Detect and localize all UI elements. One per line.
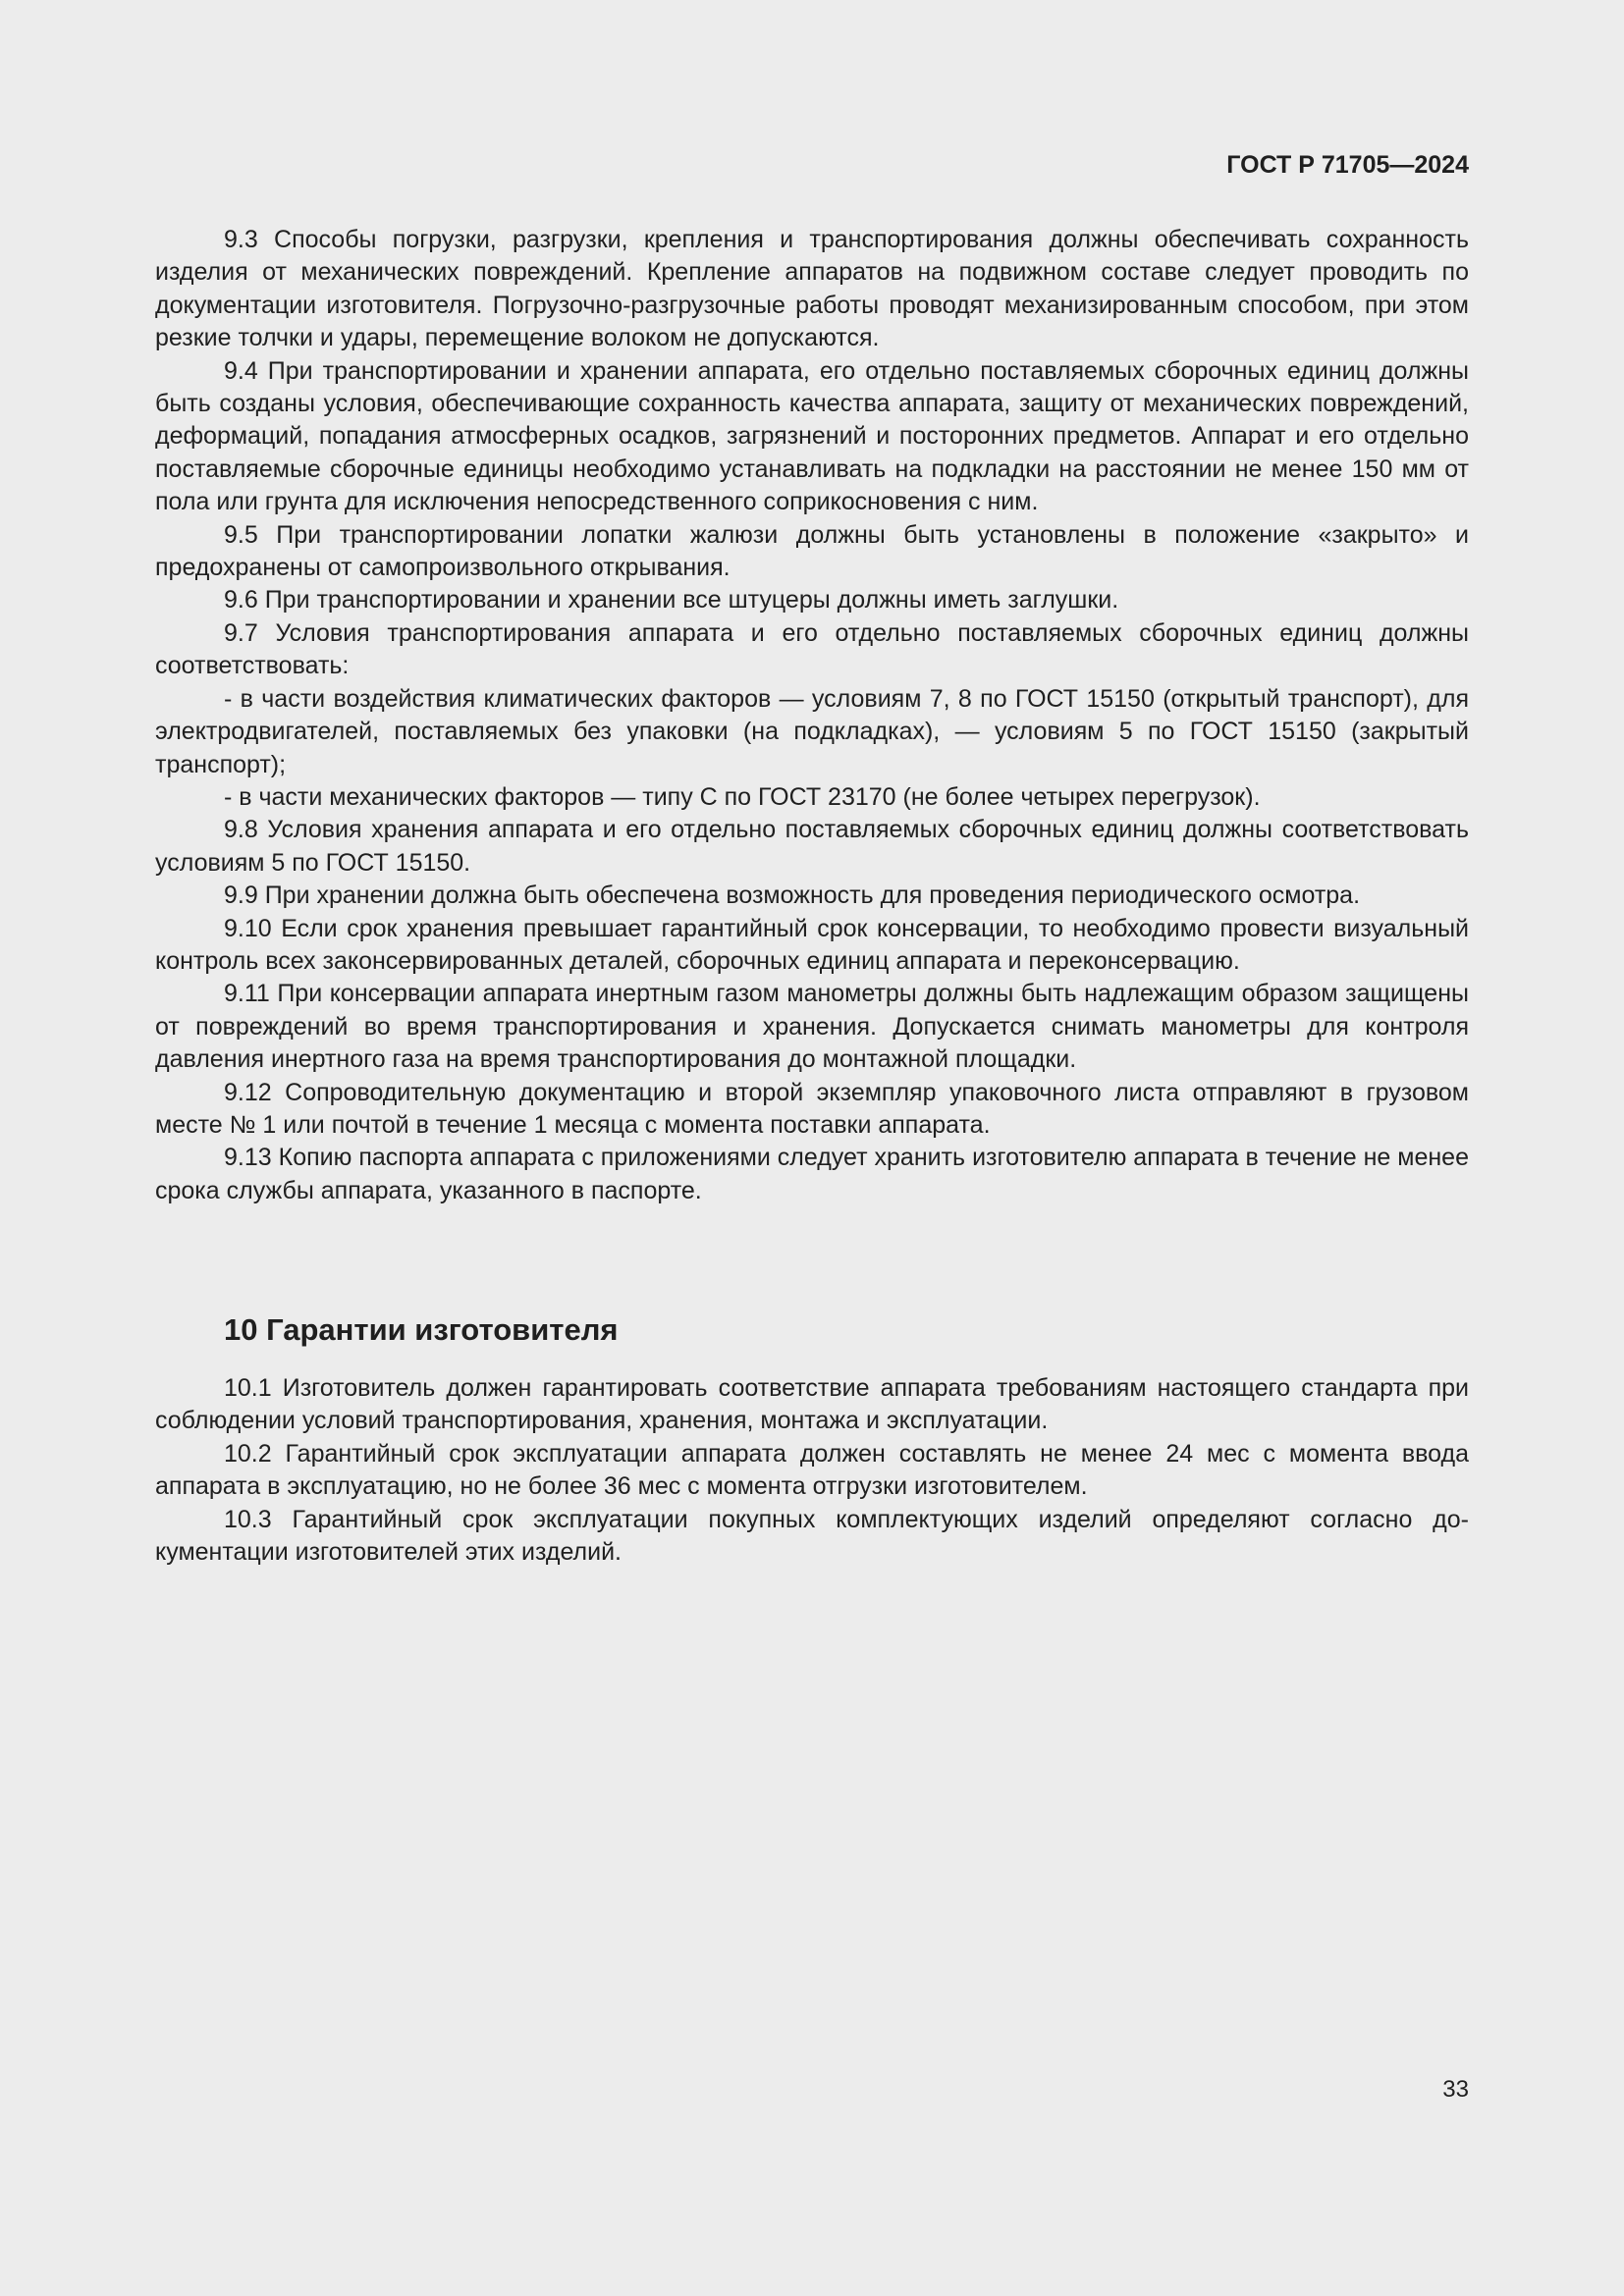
list-item-mechanical: - в части механических факторов — типу С по ГОСТ 23170 (не более четырех перегрузок). <box>224 782 1261 811</box>
paragraph-9-8: 9.8 Условия хранения аппарата и его отдельно поставляемых сборочных единиц должны соответствовать условиям 5 по ГОСТ 15150. <box>155 816 1469 877</box>
section-10-body <box>155 1372 1469 1569</box>
paragraph-10-2: 10.2 Гарантийный срок эксплуатации аппарата должен составлять не менее 24 мес с момента ввода аппарата в эксплуатацию, но не более 36 мес с момента отгрузки изготовителем. <box>155 1439 1469 1501</box>
paragraph-9-12: 9.12 Сопроводительную документацию и второй экземпляр упаковочного листа отправляют в грузовом месте № 1 или почтой в течение 1 месяца с момента поставки аппарата. <box>155 1078 1469 1139</box>
paragraph-9-13: 9.13 Копию паспорта аппарата с приложениями следует хранить изготовителю аппарата в течение не менее срока службы аппарата, указанного в паспорте. <box>155 1144 1469 1204</box>
paragraph-10-3: 10.3 Гарантийный срок эксплуатации покупных комплектующих изделий определяют согласно документации изготовителей этих изделий. <box>155 1505 1469 1567</box>
list-item-climatic: - в части воздействия климатических факторов — условиям 7, 8 по ГОСТ 15150 (открытый транспорт), для электродвигателей, поставляемых без упаковки (на подкладках), — условиям 5 по ГОСТ 15150 (закрытый транспорт); <box>155 684 1469 778</box>
paragraph-10-1: 10.1 Изготовитель должен гарантировать соответствие аппарата требованиям настоящего стандарта при соблюдении условий транспортирования, хранения, монтажа и эксплуатации. <box>155 1374 1469 1435</box>
section-10-heading: 10 Гарантии изготовителя <box>224 1312 619 1347</box>
page-number: 33 <box>1442 2076 1469 2103</box>
paragraph-9-7: 9.7 Условия транспортирования аппарата и его отдельно поставляемых сборочных единиц должны соответствовать: <box>155 618 1469 680</box>
paragraph-9-3: 9.3 Способы погрузки, разгрузки, крепления и транспортирования должны обеспечивать сохранность изделия от механических повреждений. Крепление аппаратов на подвижном составе следует проводить по документации изготовителя. Погрузочно-разгрузочные работы проводят механизированным способом, при этом резкие толчки и удары, перемещение волоком не допускаются. <box>155 226 1469 352</box>
document-code: ГОСТ Р 71705—2024 <box>1226 151 1469 179</box>
section-9-body <box>155 224 1469 1207</box>
paragraph-9-4: 9.4 При транспортировании и хранении аппарата, его отдельно поставляемых сборочных единиц должны быть созданы условия, обеспечивающие сохранность качества аппарата, защиту от механических повреждений, деформаций, попадания атмосферных осадков, загрязнений и посторонних предметов. Аппарат и его отдельно поставляемые сборочные единицы необходимо устанавливать на подкладки на расстоянии не менее 150 мм от пола или грунта для исключения непосредственного соприкосновения с ним. <box>155 356 1469 516</box>
paragraph-9-10: 9.10 Если срок хранения превышает гарантийный срок консервации, то необходимо провести визуальный контроль всех законсервированных деталей, сборочных единиц аппарата и переконсервацию. <box>155 914 1469 975</box>
paragraph-9-5: 9.5 При транспортировании лопатки жалюзи должны быть установлены в положение «закрыто» и предохранены от самопроизвольного открывания. <box>155 520 1469 582</box>
page-content <box>155 224 1469 1567</box>
paragraph-9-11: 9.11 При консервации аппарата инертным газом манометры должны быть надлежащим образом защищены от повреждений во время транспортирования и хранения. Допускается снимать манометры для контроля давления инертного газа на время транспортирования до монтажной площадки. <box>155 980 1469 1074</box>
paragraph-9-6: 9.6 При транспортировании и хранении все штуцеры должны иметь заглушки. <box>224 586 1119 614</box>
paragraph-9-9: 9.9 При хранении должна быть обеспечена возможность для проведения периодического осмотра. <box>224 881 1361 910</box>
